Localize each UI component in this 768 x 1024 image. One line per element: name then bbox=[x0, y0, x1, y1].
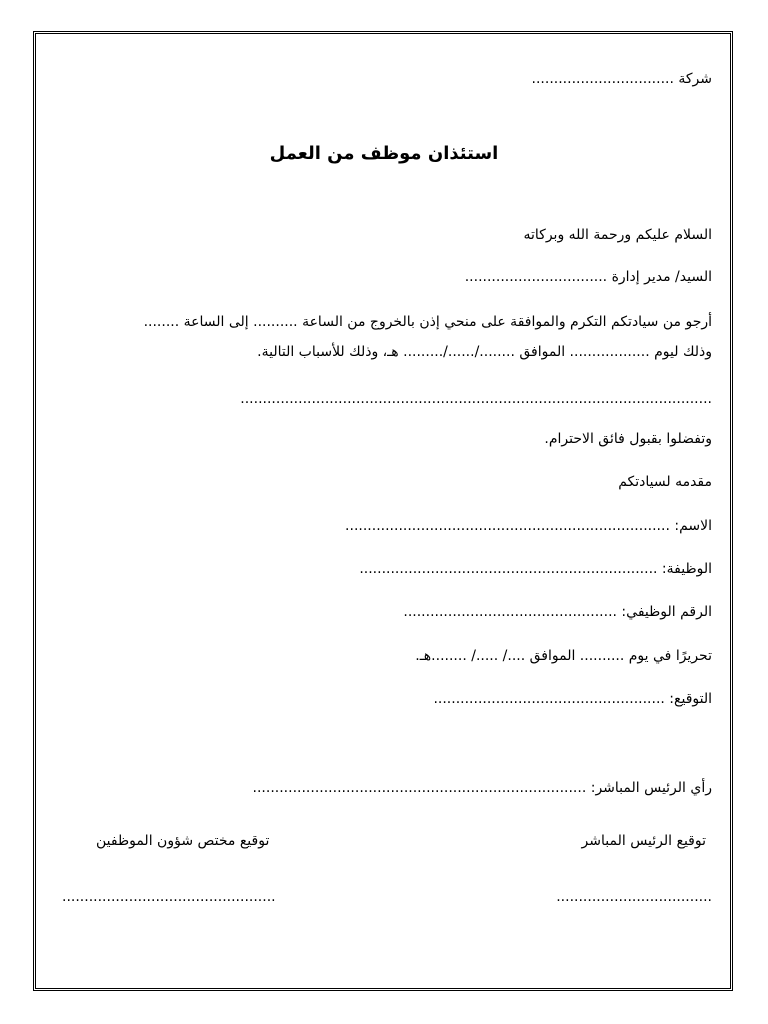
manager-opinion-line: رأي الرئيس المباشر: ........................................................................... bbox=[252, 780, 712, 796]
job-field: الوظيفة: ................................................................... bbox=[359, 561, 712, 577]
manager-signature-label: توقيع الرئيس المباشر bbox=[581, 833, 706, 849]
name-field: الاسم: ......................................................................... bbox=[345, 518, 712, 534]
hr-signature-label: توقيع مختص شؤون الموظفين bbox=[96, 833, 270, 849]
employee-number-field: الرقم الوظيفي: ................................................ bbox=[403, 604, 712, 620]
manager-signature-line: ................................... bbox=[556, 889, 712, 905]
date-written-field: تحريرًا في يوم .......... الموافق ..../ ...../ ........هـ. bbox=[415, 648, 712, 664]
company-line: شركة ................................ bbox=[531, 71, 712, 87]
reasons-line: .......................................................................................................... bbox=[240, 391, 712, 407]
closing-line: وتفضلوا بقبول فائق الاحترام. bbox=[544, 431, 712, 447]
signature-field: التوقيع: .................................................... bbox=[433, 691, 712, 707]
document-title: استئذان موظف من العمل bbox=[269, 143, 499, 164]
submitted-to-line: مقدمه لسيادتكم bbox=[618, 474, 712, 490]
hr-signature-line: ................................................ bbox=[62, 889, 276, 905]
request-line-2: وذلك ليوم .................. الموافق ......../....../......... هـ، وذلك للأسباب التالية. bbox=[257, 344, 712, 360]
greeting: السلام عليكم ورحمة الله وبركاته bbox=[523, 227, 712, 243]
request-line-1: أرجو من سيادتكم التكرم والموافقة على منحي إذن بالخروج من الساعة .......... إلى الساعة ........ bbox=[143, 314, 712, 330]
addressee-line: السيد/ مدير إدارة ................................ bbox=[464, 269, 712, 285]
